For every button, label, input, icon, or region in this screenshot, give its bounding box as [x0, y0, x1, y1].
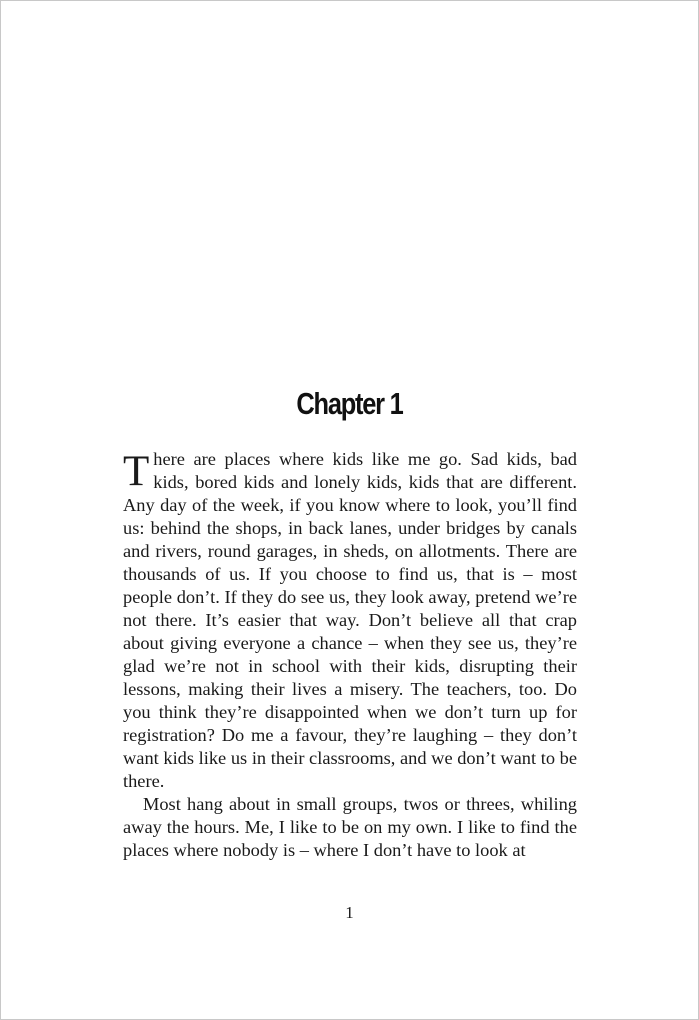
paragraph-2: Most hang about in small groups, twos or threes, whiling away the hours. Me, I like to be on my own. I like to find the places where nobody is – where I don’t have to look at	[123, 794, 577, 860]
page-number: 1	[345, 903, 354, 922]
drop-cap: T	[123, 448, 150, 495]
paragraph-1	[123, 448, 577, 793]
chapter-title: Chapter 1	[296, 386, 403, 421]
body-text	[123, 448, 577, 862]
paragraph-1-text: here are places where kids like me go. Sad kids, bad kids, bored kids and lonely kids, kids that are different. Any day of the week, if you know where to look, you’ll find us: behind the shops, in back lanes, under bridges by canals and rivers, round garages, in sheds, on allotments. There are thousands of us. If you choose to find us, that is – most people don’t. If they do see us, they look away, pretend we’re not there. It’s easier that way. Don’t believe all that crap about giving everyone a chance – when they see us, they’re glad we’re not in school with their kids, disrupting their lessons, making their lives a misery. The teachers, too. Do you think they’re disappointed when we don’t turn up for registration? Do me a favour, they’re laughing – they don’t want kids like us in their classrooms, and we don’t want to be there.	[123, 449, 577, 791]
